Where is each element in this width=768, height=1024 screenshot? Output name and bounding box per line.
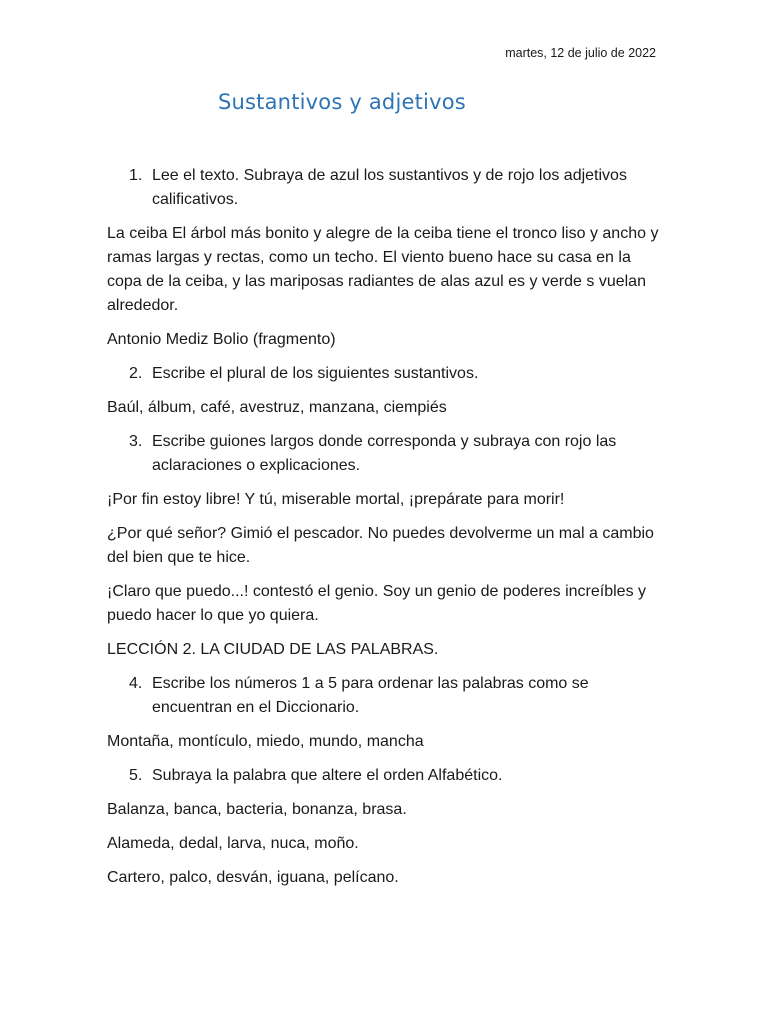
- instruction-item-3: [107, 430, 667, 478]
- author-credit: Antonio Mediz Bolio (fragmento): [107, 331, 336, 348]
- word-list-plural: Baúl, álbum, café, avestruz, manzana, ciempiés: [107, 399, 447, 416]
- instruction-number: 4.: [129, 675, 143, 692]
- document-body: [107, 164, 667, 900]
- instruction-item-5: [107, 764, 667, 788]
- reading-paragraph: La ceiba El árbol más bonito y alegre de la ceiba tiene el tronco liso y ancho y ramas largas y rectas, como un techo. El viento bueno hace su casa en la copa de la ceiba, y las mariposas radiantes de alas azul es y verde s vuelan alrededor.: [107, 225, 659, 314]
- instruction-item-4: [107, 672, 667, 720]
- word-list-a: Balanza, banca, bacteria, bonanza, brasa.: [107, 801, 407, 818]
- instruction-text: Escribe el plural de los siguientes sustantivos.: [152, 365, 479, 382]
- word-list-c: Cartero, palco, desván, iguana, pelícano.: [107, 869, 399, 886]
- instruction-text: Escribe guiones largos donde corresponda y subraya con rojo las aclaraciones o explicaciones.: [152, 433, 617, 474]
- instruction-text: Lee el texto. Subraya de azul los sustantivos y de rojo los adjetivos calificativos.: [152, 167, 627, 208]
- instruction-number: 3.: [129, 433, 143, 450]
- instruction-text: Subraya la palabra que altere el orden Alfabético.: [152, 767, 503, 784]
- dialogue-line-3: ¡Claro que puedo...! contestó el genio. Soy un genio de poderes increíbles y puedo hacer lo que yo quiera.: [107, 583, 647, 624]
- instruction-number: 2.: [129, 365, 143, 382]
- page-title: Sustantivos y adjetivos: [218, 90, 466, 114]
- instruction-text: Escribe los números 1 a 5 para ordenar las palabras como se encuentran en el Diccionario.: [152, 675, 589, 716]
- word-list-b: Alameda, dedal, larva, nuca, moño.: [107, 835, 359, 852]
- word-list-order: Montaña, montículo, miedo, mundo, mancha: [107, 733, 424, 750]
- instruction-number: 1.: [129, 167, 143, 184]
- lesson-heading: LECCIÓN 2. LA CIUDAD DE LAS PALABRAS.: [107, 641, 439, 658]
- dialogue-line-1: ¡Por fin estoy libre! Y tú, miserable mortal, ¡prepárate para morir!: [107, 491, 565, 508]
- instruction-item-2: [107, 362, 667, 386]
- instruction-item-1: [107, 164, 667, 212]
- instruction-number: 5.: [129, 767, 143, 784]
- dialogue-line-2: ¿Por qué señor? Gimió el pescador. No puedes devolverme un mal a cambio del bien que te hice.: [107, 525, 654, 566]
- document-date: martes, 12 de julio de 2022: [505, 46, 656, 60]
